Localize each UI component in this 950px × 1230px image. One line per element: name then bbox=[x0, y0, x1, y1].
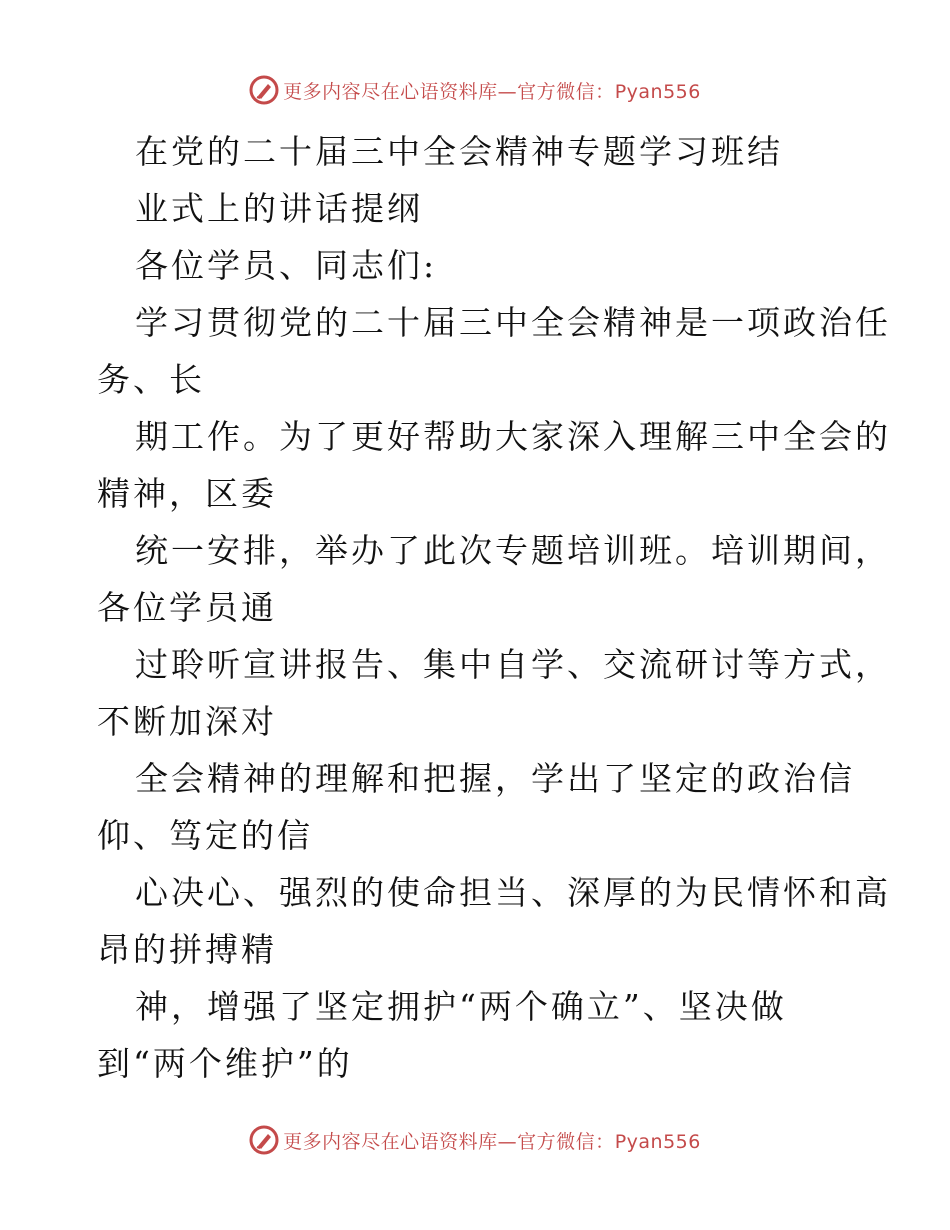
pen-logo-icon bbox=[249, 1125, 279, 1155]
text-line: 过聆听宣讲报告、集中自学、交流研讨等方式， bbox=[135, 645, 891, 684]
header-watermark bbox=[0, 70, 950, 110]
text-line: 全会精神的理解和把握，学出了坚定的政治信 bbox=[135, 759, 855, 798]
text-line: 统一安排，举办了此次专题培训班。培训期间， bbox=[135, 531, 891, 570]
text-line: 学习贯彻党的二十届三中全会精神是一项政治任 bbox=[135, 303, 891, 342]
text-line: 业式上的讲话提纲 bbox=[135, 189, 423, 228]
text-line: 各位学员通 bbox=[97, 588, 277, 627]
text-line: 不断加深对 bbox=[97, 702, 277, 741]
text-line: 昂的拼搏精 bbox=[97, 930, 277, 969]
text-line: 心决心、强烈的使命担当、深厚的为民情怀和高 bbox=[135, 873, 891, 912]
text-line: 神，增强了坚定拥护“两个确立”、坚决做 bbox=[135, 987, 787, 1026]
pen-logo-icon bbox=[249, 75, 279, 105]
watermark-wechat-label: 官方微信： bbox=[517, 1130, 615, 1153]
watermark-separator: — bbox=[497, 80, 518, 103]
watermark-separator: — bbox=[497, 1130, 518, 1153]
watermark-wechat-id: Pyan556 bbox=[614, 80, 701, 103]
text-line: 到“两个维护”的 bbox=[97, 1044, 353, 1083]
watermark-wechat-label: 官方微信： bbox=[517, 80, 615, 103]
text-line: 在党的二十届三中全会精神专题学习班结 bbox=[135, 132, 783, 171]
text-line: 精神，区委 bbox=[97, 474, 277, 513]
watermark-wechat-id: Pyan556 bbox=[614, 1130, 701, 1153]
footer-watermark bbox=[0, 1120, 950, 1160]
text-line: 各位学员、同志们: bbox=[135, 246, 438, 285]
watermark-main-text: 更多内容尽在心语资料库 bbox=[283, 80, 498, 103]
text-line: 务、长 bbox=[97, 360, 205, 399]
text-line: 仰、笃定的信 bbox=[97, 816, 313, 855]
watermark-main-text: 更多内容尽在心语资料库 bbox=[283, 1130, 498, 1153]
text-line: 期工作。为了更好帮助大家深入理解三中全会的 bbox=[135, 417, 891, 456]
document-body bbox=[97, 123, 891, 1092]
